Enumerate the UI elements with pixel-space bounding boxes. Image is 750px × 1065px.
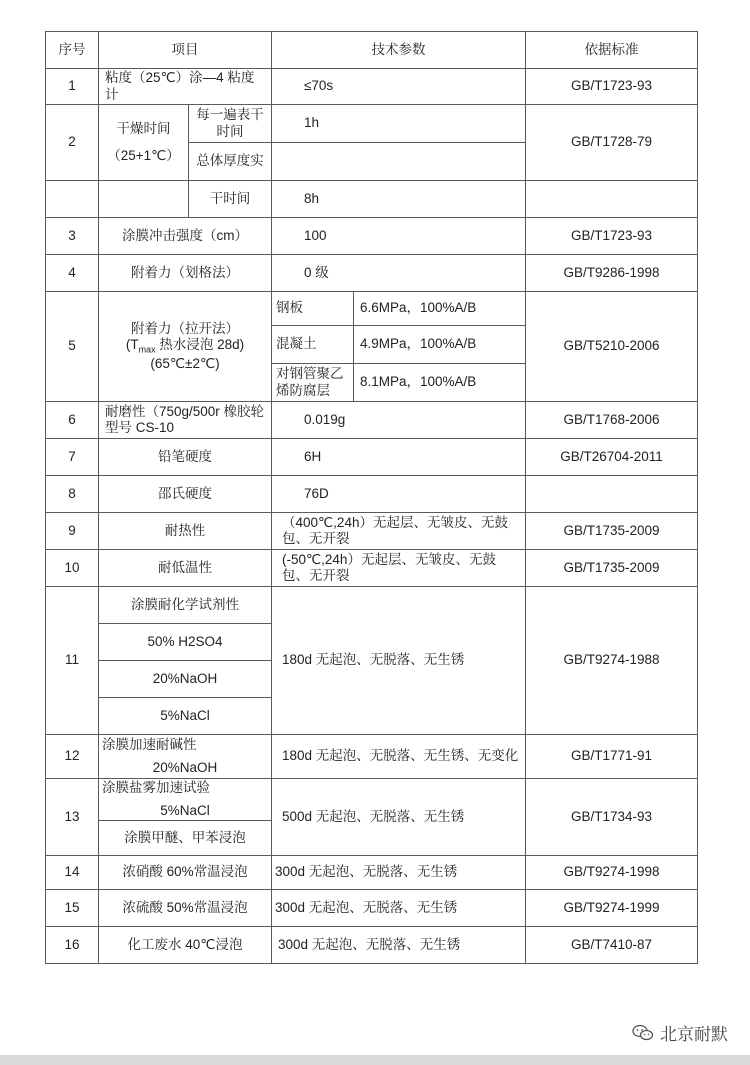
row-param: 4.9MPa，100%A/B	[354, 326, 526, 364]
row-item: 粘度（25℃）涂—4 粘度计	[99, 69, 272, 105]
table-row	[46, 292, 698, 326]
wechat-icon	[632, 1024, 654, 1042]
row-no: 11	[46, 587, 99, 735]
watermark-text: 北京耐默	[660, 1025, 728, 1044]
row-std: GB/T1735-2009	[526, 513, 698, 550]
row-item: 浓硝酸 60%常温浸泡	[99, 856, 272, 890]
row-param: 76D	[272, 476, 526, 513]
header-no: 序号	[46, 32, 99, 69]
row-item: 邵氏硬度	[99, 476, 272, 513]
table-row	[46, 181, 698, 218]
row-no: 10	[46, 550, 99, 587]
row-std: GB/T1768-2006	[526, 402, 698, 439]
row-no: 7	[46, 439, 99, 476]
row-param: 8h	[272, 181, 526, 218]
watermark	[632, 1020, 728, 1045]
row-std: GB/T5210-2006	[526, 292, 698, 402]
header-item: 项目	[99, 32, 272, 69]
row-std: GB/T1723-93	[526, 69, 698, 105]
row-item-line	[102, 337, 268, 355]
table-row	[46, 218, 698, 255]
row-param: 8.1MPa，100%A/B	[354, 364, 526, 402]
row-item: 耐低温性	[99, 550, 272, 587]
header-std: 依据标准	[526, 32, 698, 69]
row-param: 500d 无起泡、无脱落、无生锈	[272, 779, 526, 856]
table-row	[46, 476, 698, 513]
row-std: GB/T9274-1998	[526, 856, 698, 890]
row-std: GB/T1723-93	[526, 218, 698, 255]
row-item-line: 20%NaOH	[152, 759, 218, 775]
table-row	[46, 513, 698, 550]
row-no: 9	[46, 513, 99, 550]
row-param: 6.6MPa，100%A/B	[354, 292, 526, 326]
row-item-part: (T	[125, 337, 139, 353]
table-row	[46, 735, 698, 779]
row-param: ≤70s	[272, 69, 526, 105]
row-std: GB/T1735-2009	[526, 550, 698, 587]
row-param: 300d 无起泡、无脱落、无生锈	[272, 927, 526, 964]
table-row	[46, 255, 698, 292]
table-row	[46, 856, 698, 890]
row-item	[99, 105, 189, 181]
row-no: 8	[46, 476, 99, 513]
table-header-row	[46, 32, 698, 69]
row-std: GB/T7410-87	[526, 927, 698, 964]
row-no: 15	[46, 890, 99, 927]
row-param: 300d 无起泡、无脱落、无生锈	[272, 856, 526, 890]
row-param: 0.019g	[272, 402, 526, 439]
row-subitem: 涂膜耐化学试剂性	[99, 587, 272, 624]
row-no: 12	[46, 735, 99, 779]
row-param	[272, 143, 526, 181]
row-no: 16	[46, 927, 99, 964]
row-item-line: （25+1℃）	[107, 147, 180, 163]
row-item-part: 热水浸泡 28d)	[155, 337, 245, 353]
row-item-line: 涂膜加速耐碱性	[102, 737, 197, 753]
row-subitem: 5%NaCl	[99, 698, 272, 735]
table-row	[46, 587, 698, 624]
row-item-line: 附着力（拉开法）	[131, 321, 239, 337]
row-param: 300d 无起泡、无脱落、无生锈	[272, 890, 526, 927]
table-row	[46, 890, 698, 927]
row-std: GB/T26704-2011	[526, 439, 698, 476]
row-subitem: 对钢管聚乙烯防腐层	[272, 364, 354, 402]
row-subitem: 总体厚度实	[189, 143, 272, 181]
row-subitem: 每一遍表干时间	[189, 105, 272, 143]
row-no: 13	[46, 779, 99, 856]
row-subitem: 涂膜甲醚、甲苯浸泡	[99, 821, 272, 856]
row-param: 0 级	[272, 255, 526, 292]
row-item-line: (65℃±2℃)	[150, 355, 220, 371]
row-item-line: 干燥时间	[116, 121, 171, 137]
row-no: 6	[46, 402, 99, 439]
row-param: 1h	[272, 105, 526, 143]
row-std: GB/T1734-93	[526, 779, 698, 856]
spec-table	[45, 31, 698, 964]
row-std: GB/T9274-1999	[526, 890, 698, 927]
row-no: 1	[46, 69, 99, 105]
table-row	[46, 927, 698, 964]
row-std	[526, 476, 698, 513]
row-std: GB/T9274-1988	[526, 587, 698, 735]
row-item: 附着力（划格法）	[99, 255, 272, 292]
table-row	[46, 69, 698, 105]
row-item-line: 5%NaCl	[160, 802, 210, 818]
table-row	[46, 550, 698, 587]
table-row	[46, 439, 698, 476]
row-item: 耐磨性（750g/500r 橡胶轮型号 CS-10	[99, 402, 272, 439]
row-item: 化工废水 40℃浸泡	[99, 927, 272, 964]
row-param: 100	[272, 218, 526, 255]
table-row	[46, 779, 698, 821]
row-param: 6H	[272, 439, 526, 476]
header-param: 技术参数	[272, 32, 526, 69]
table-row	[46, 402, 698, 439]
row-no	[46, 181, 99, 218]
row-item	[99, 181, 189, 218]
row-std: GB/T1728-79	[526, 105, 698, 181]
bottom-bar	[0, 1055, 750, 1065]
row-no: 4	[46, 255, 99, 292]
row-no: 14	[46, 856, 99, 890]
row-subitem: 混凝土	[272, 326, 354, 364]
row-param: (-50℃,24h）无起层、无皱皮、无鼓包、无开裂	[272, 550, 526, 587]
row-param: 180d 无起泡、无脱落、无生锈	[272, 587, 526, 735]
row-no: 2	[46, 105, 99, 181]
row-no: 3	[46, 218, 99, 255]
row-item: 涂膜冲击强度（cm）	[99, 218, 272, 255]
row-item: 浓硫酸 50%常温浸泡	[99, 890, 272, 927]
row-item-sub: max	[138, 344, 156, 355]
row-item	[99, 735, 272, 779]
row-no: 5	[46, 292, 99, 402]
row-item: 铅笔硬度	[99, 439, 272, 476]
row-item	[99, 292, 272, 402]
row-item	[99, 779, 272, 821]
row-subitem: 50% H2SO4	[99, 624, 272, 661]
row-std: GB/T9286-1998	[526, 255, 698, 292]
row-std: GB/T1771-91	[526, 735, 698, 779]
row-subitem: 钢板	[272, 292, 354, 326]
row-param: （400℃,24h）无起层、无皱皮、无鼓包、无开裂	[272, 513, 526, 550]
row-std	[526, 181, 698, 218]
row-param: 180d 无起泡、无脱落、无生锈、无变化	[272, 735, 526, 779]
row-item-line: 涂膜盐雾加速试验	[102, 780, 210, 796]
table-row	[46, 105, 698, 143]
row-subitem: 20%NaOH	[99, 661, 272, 698]
row-item: 耐热性	[99, 513, 272, 550]
row-subitem: 干时间	[189, 181, 272, 218]
